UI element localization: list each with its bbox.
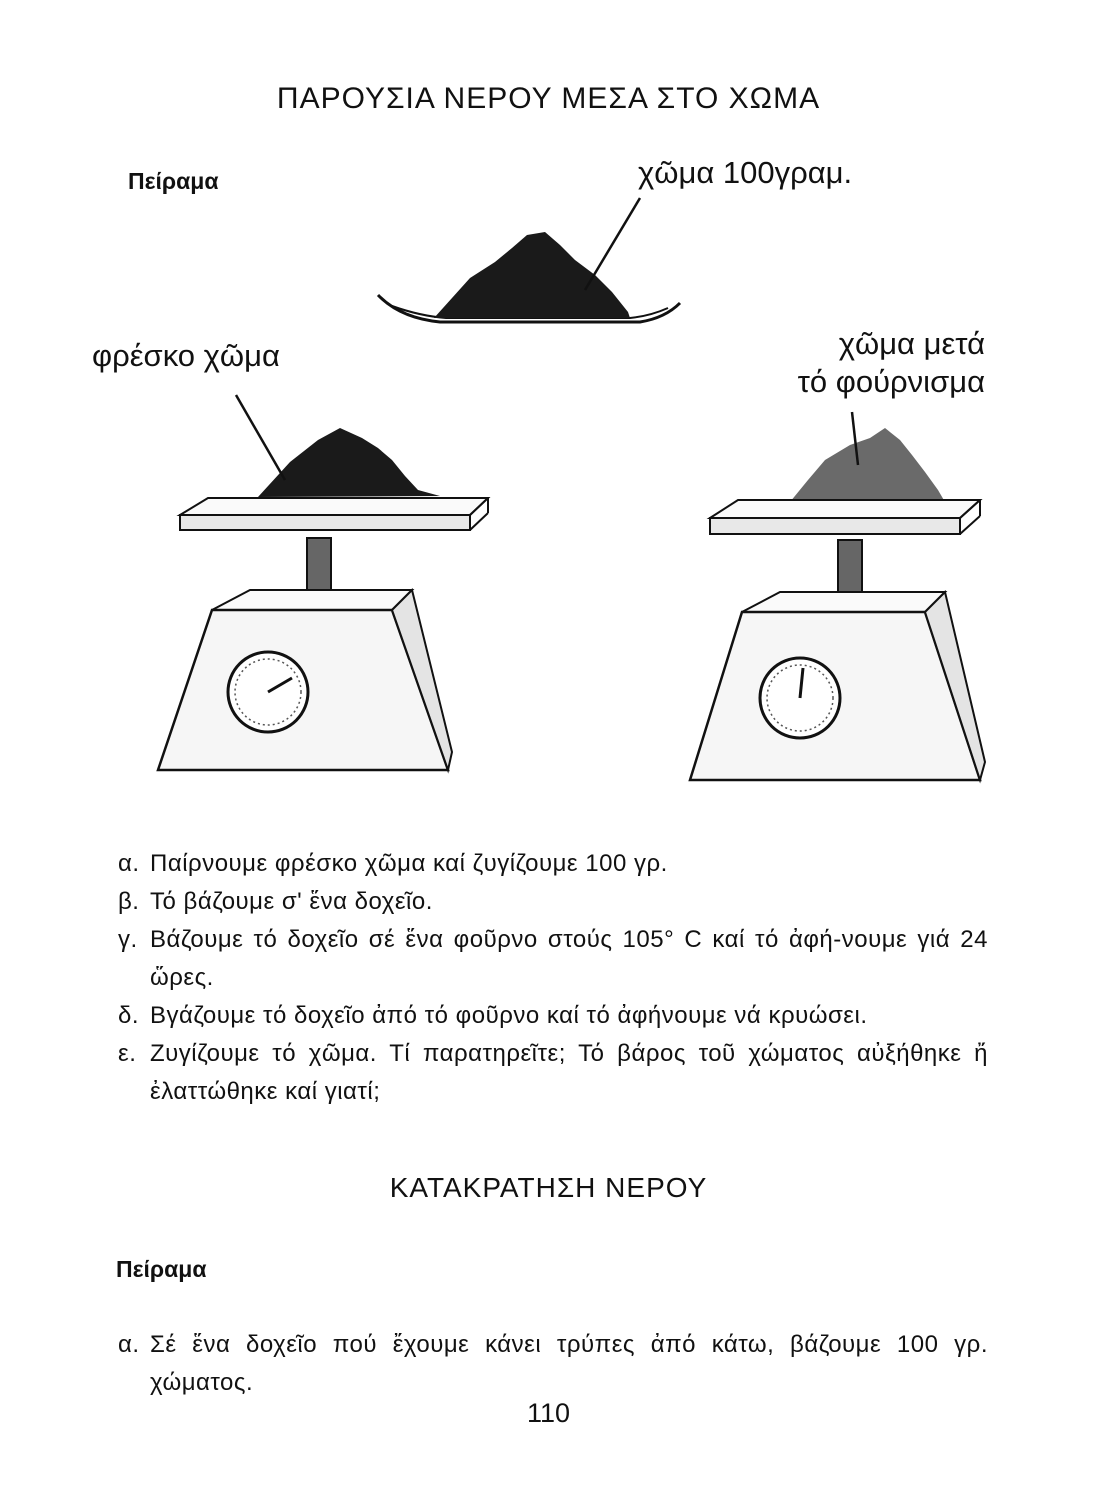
list-item [118, 997, 988, 1035]
step-letter: α. [118, 850, 140, 877]
list-item [118, 845, 988, 883]
label-soil-100g: χῶμα 100γραμ. [638, 155, 853, 190]
step-letter: γ. [118, 926, 138, 953]
step-text: Τό βάζουμε σ' ἕνα δοχεῖο. [150, 888, 433, 915]
step-letter: β. [118, 888, 140, 915]
step-text: Ζυγίζουμε τό χῶμα. Τί παρατηρεῖτε; Τό βάρος τοῦ χώματος αὐξήθηκε ἤ ἐλαττώθηκε καί γιατί; [150, 1040, 988, 1105]
pointer-line-left [236, 395, 285, 480]
steps-list [118, 845, 988, 1111]
list-item [118, 1326, 988, 1402]
step-text: Βγάζουμε τό δοχεῖο ἀπό τό φοῦρνο καί τό ἀφήνουμε νά κρυώσει. [150, 1002, 868, 1029]
list-item [118, 921, 988, 997]
step-text: Σέ ἕνα δοχεῖο πού ἔχουμε κάνει τρύπες ἀπό κάτω, βάζουμε 100 γρ. χώματος. [150, 1331, 988, 1396]
step-letter: ε. [118, 1040, 137, 1067]
soil-dish [378, 198, 680, 322]
label-fresh-soil: φρέσκο χῶμα [92, 338, 280, 373]
step-letter: α. [118, 1331, 140, 1358]
label-baked-soil-line2: τό φούρνισμα [797, 364, 985, 399]
section-title: ΚΑΤΑΚΡΑΤΗΣΗ ΝΕΡΟΥ [389, 1172, 708, 1203]
list-item [118, 1035, 988, 1111]
scale-right [690, 412, 985, 780]
experiment-label-2: Πείραμα [116, 1256, 207, 1282]
list-item [118, 883, 988, 921]
step-text: Παίρνουμε φρέσκο χῶμα καί ζυγίζουμε 100 γρ. [150, 850, 668, 877]
step-letter: δ. [118, 1002, 140, 1029]
page-title: ΠΑΡΟΥΣΙΑ ΝΕΡΟΥ ΜΕΣΑ ΣΤΟ ΧΩΜΑ [276, 82, 821, 115]
pointer-line-top [585, 198, 640, 290]
experiment-label: Πείραμα [128, 168, 219, 194]
step-text: Βάζουμε τό δοχεῖο σέ ἕνα φοῦρνο στούς 105° C καί τό ἀφή-νουμε γιά 24 ὥρες. [150, 926, 988, 991]
scale-left [158, 395, 488, 770]
label-baked-soil-line1: χῶμα μετά [838, 326, 985, 361]
steps-list-2 [118, 1326, 988, 1402]
page-number: 110 [526, 1398, 571, 1428]
